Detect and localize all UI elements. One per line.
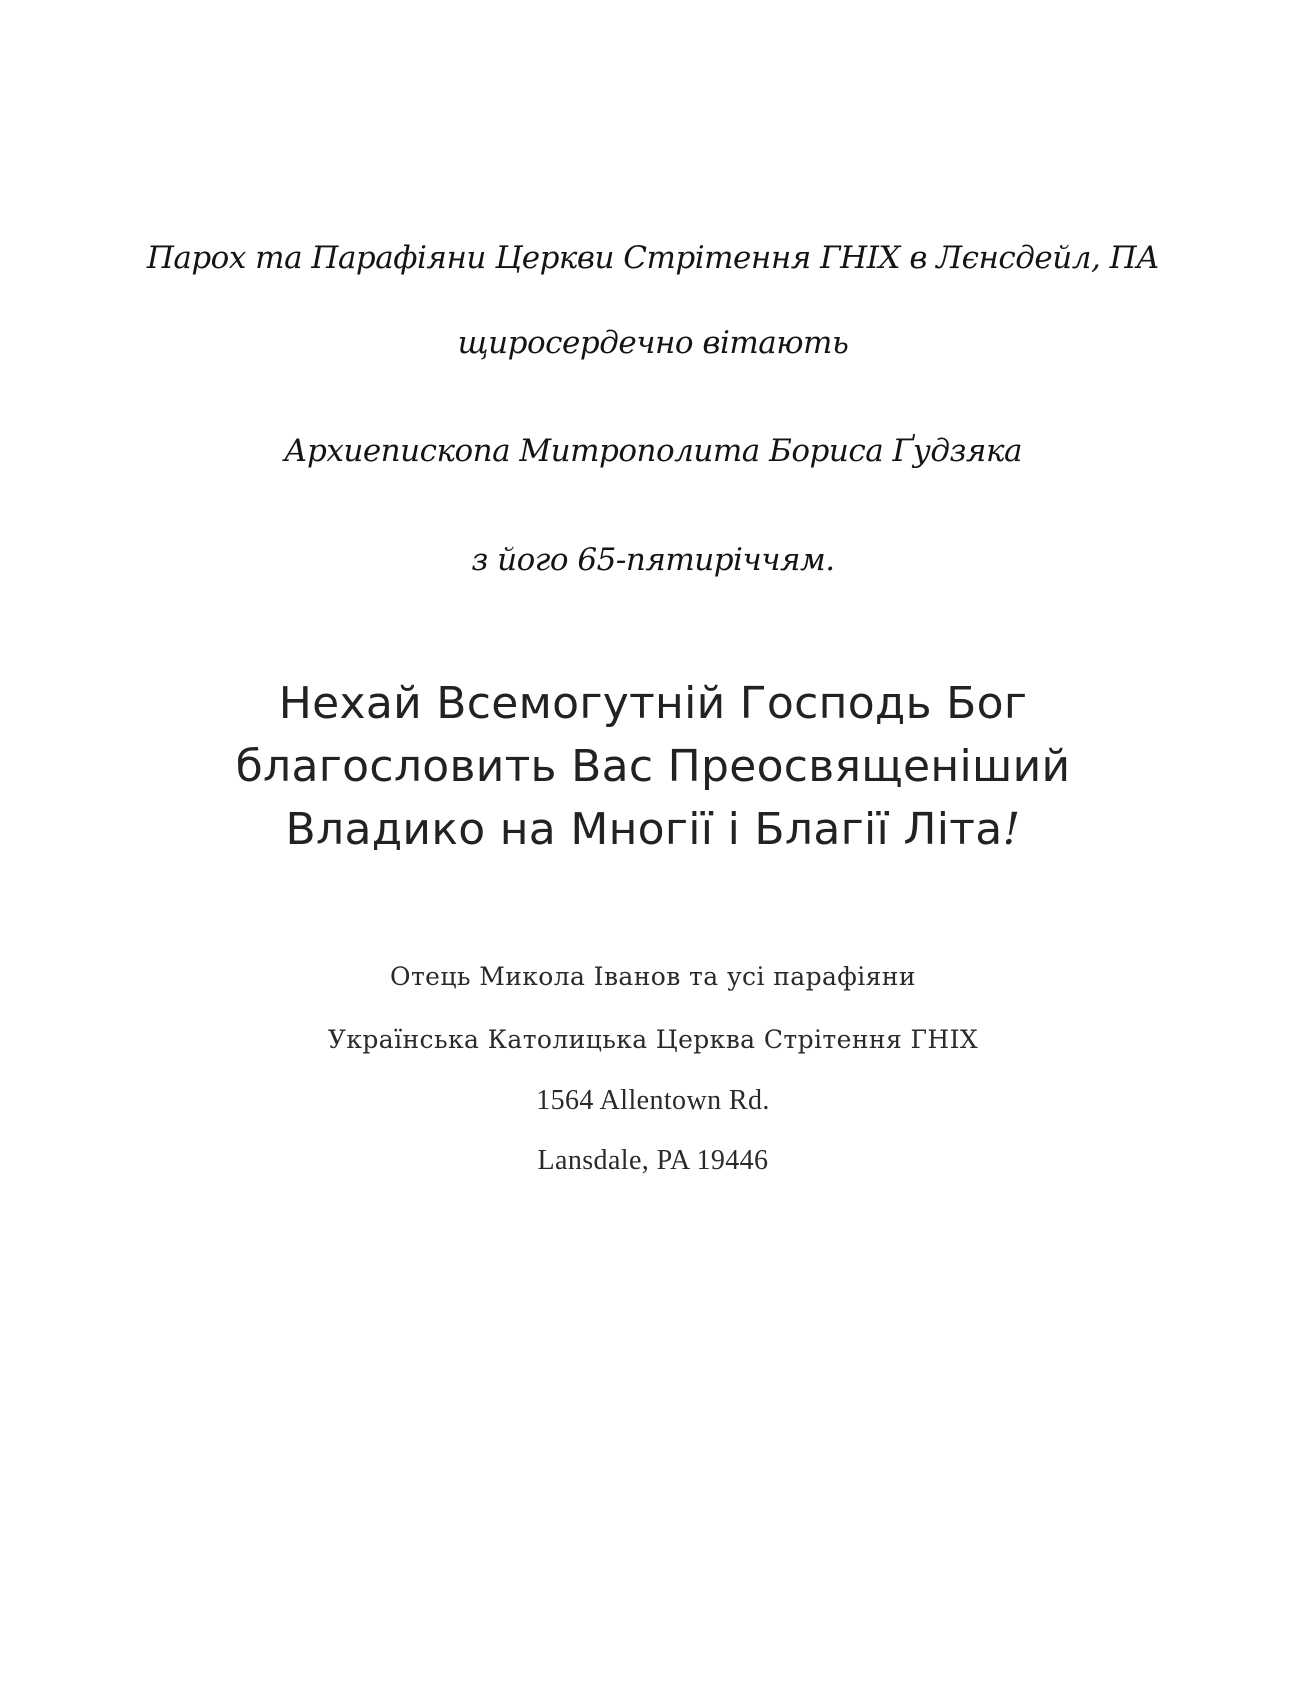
- greeting-line-senders: Парох та Парафіяни Церкви Стрітення ГНІХ в Лєнсдейл, ПА: [146, 240, 1160, 276]
- signature-city-state-zip: Lansdale, PA 19446: [537, 1145, 769, 1176]
- greeting-line-verb: щиросердечно вітають: [457, 325, 849, 361]
- signature-street-address: 1564 Allentown Rd.: [536, 1085, 770, 1116]
- greeting-line-recipient: Архиепископа Митрополита Бориса Ґудзяка: [284, 433, 1022, 469]
- blessing-line-3-text: Владико на Многії і Благії Літа: [285, 804, 1003, 855]
- blessing-text: [0, 672, 1306, 861]
- blessing-line-2: благословить Вас Преосвященіший: [235, 741, 1071, 792]
- signature-priest: Отець Микола Іванов та усі парафіяни: [390, 962, 916, 991]
- greeting-line-occasion: з його 65-пятиріччям.: [471, 542, 835, 578]
- blessing-line-1: Нехай Всемогутній Господь Бог: [278, 678, 1028, 729]
- blessing-line-3: [0, 798, 1306, 861]
- blessing-exclamation: !: [1002, 804, 1021, 855]
- signature-church: Українська Католицька Церква Стрітення ГНІХ: [327, 1025, 979, 1054]
